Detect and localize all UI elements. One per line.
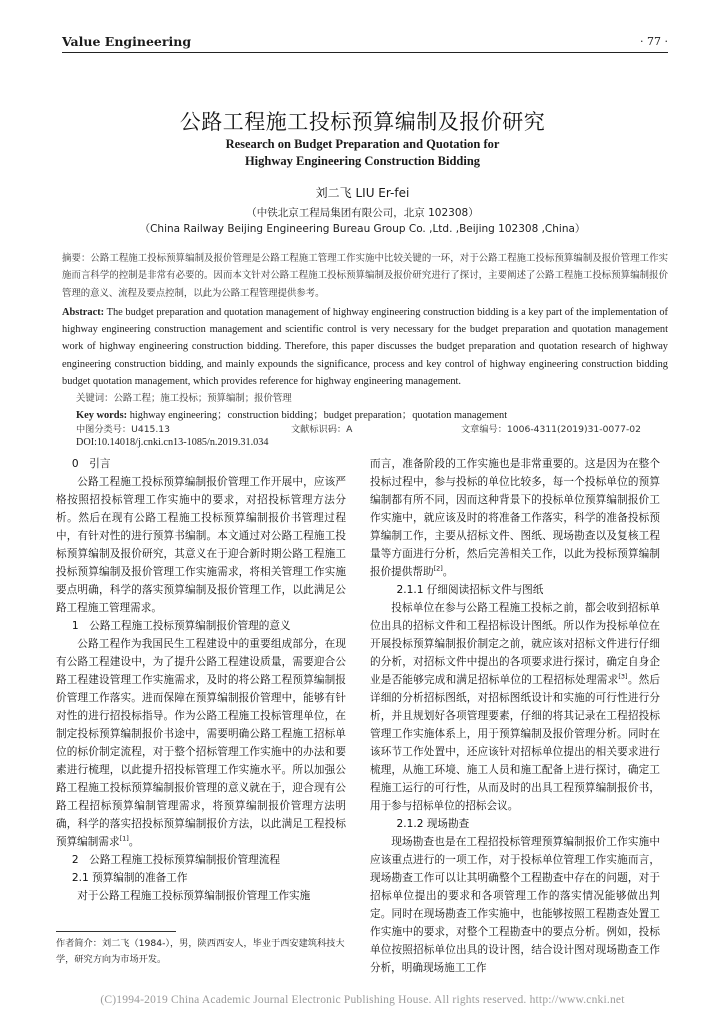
paragraph-tender-documents-end: 。然后详细的分析招标图纸，对招标图纸设计和实施的可行性进行分析，并且规划好各项管理要素，仔细的将其记录在工程招投标管理工作实施体系上，用于预算编制及报价管理分析。同时在该环节工作处置中，还应该针对招标单位提出的相关要求进行梳理，从施工环境、施工人员和施工配备上进行探讨，确定工程施工运行的可行性，从而及时的出具工程预算编制报价书，用于参与招标单位的招标会议。 bbox=[370, 674, 661, 812]
paragraph-tender-documents bbox=[370, 599, 660, 815]
abstract-en-label: Abstract: bbox=[62, 307, 105, 318]
article-title-en bbox=[0, 136, 725, 170]
doi: DOI:10.14018/j.cnki.cn13-1085/n.2019.31.034 bbox=[76, 437, 269, 448]
article-title-en-line2: Highway Engineering Construction Bidding bbox=[244, 154, 481, 168]
body-column-right bbox=[370, 455, 660, 977]
abstract-cn-text: 公路工程施工投标预算编制及报价管理是公路工程施工管理工作实施中比较关键的一环，对于公路工程施工投标预算编制及报价管理工作实施而言科学的控制是非常有必要的。因而本文针对公路工程施工投标预算编制及报价研究进行了探讨，主要阐述了公路工程施工投标预算编制报价管理的意义、流程及要点控制，以此为公路工程管理提供参考。 bbox=[62, 253, 668, 299]
abstract-en-text: The budget preparation and quotation management of highway engineering construction bidding is a key part of the implementation of highway engineering construction management and scientific control is very necessary for the budget preparation and quotation management work of highway engineering construction bidding. Therefore, this paper discusses the budget preparation and quotation research of highway engineering construction bidding, and mainly expounds the significance, process and key control of highway engineering construction bidding budget quotation management, which provides reference for highway engineering management. bbox=[62, 307, 668, 387]
keywords-en bbox=[76, 406, 507, 421]
affiliation-en: （China Railway Beijing Engineering Bureau Group Co. ,Ltd. ,Beijing 102308 ,China） bbox=[139, 223, 586, 235]
paragraph-site-survey: 现场勘查也是在工程招投标管理预算编制报价工作实施中应该重点进行的一项工作，对于投标单位管理工作实施而言，现场勘查工作可以让其明确整个工程勘查中存在的问题，对于招标单位提出的要求和各项管理工作的落实情况能够做出判定。同时在现场勘查工作实施中，也能够按照工程勘查处置工作实施中的要求，对整个工程勘查中的要点分析。例如，投标单位按照招标单位出具的设计图，结合设计图对现场勘查工作分析，明确现场施工工作 bbox=[370, 836, 660, 974]
abstract-en bbox=[62, 304, 668, 390]
keywords-cn bbox=[76, 390, 292, 404]
running-header bbox=[62, 34, 668, 53]
keywords-en-label: Key words: bbox=[76, 410, 128, 421]
section-heading-1: 1 公路工程施工投标预算编制报价管理的意义 bbox=[71, 620, 291, 632]
body-column-left bbox=[56, 455, 346, 905]
citation-ref-2: [2] bbox=[433, 564, 443, 573]
paragraph-preparation-cont-text: 而言，准备阶段的工作实施也是非常重要的。这是因为在整个投标过程中，参与投标的单位比较多，每一个投标单位的预算编制都有所不同，因而这种背景下的投标单位预算编制报价工作实施中，就应该及时的将准备工作落实，科学的准备投标预算编制工作，主要从招标文件、图纸、现场勘查以及复核工程量等方面进行分析，然后完善相关工作，以此为投标预算编制报价提供帮助 bbox=[370, 458, 660, 578]
article-title-en-line1: Research on Budget Preparation and Quotation for bbox=[225, 137, 500, 151]
author-footnote bbox=[56, 936, 346, 968]
paragraph-significance-text: 公路工程作为我国民生工程建设中的重要组成部分，在现有公路工程建设中，为了提升公路工程建设质量，需要迎合公路工程建设管理工作实施需求，及时的将公路工程预算编制报价管理工作落实。进而保障在预算编制报价管理中，能够有针对性的进行招投标指导。作为公路工程施工投标管理单位，在制定投标预算编制报价书途中，需要明确公路工程施工招标单位的标价制定流程，对于整个招标管理工作实施中的办法和要素进行梳理，以此提升招投标管理工作实施水平。所以加强公路工程施工投标预算编制报价管理的意义就在于，迎合现有公路工程招标预算编制管理需求，将预算编制报价管理方法明确，科学的落实招投标预算编制报价方法，以此满足工程投标预算编制需求 bbox=[56, 638, 346, 848]
article-title-cn: 公路工程施工投标预算编制及报价研究 bbox=[179, 110, 546, 134]
paragraph-preparation-cont-end: 。 bbox=[442, 566, 454, 578]
paragraph-significance-end: 。 bbox=[128, 836, 140, 848]
section-heading-2-1: 2.1 预算编制的准备工作 bbox=[71, 872, 188, 884]
paragraph-preparation-start: 对于公路工程施工投标预算编制报价管理工作实施 bbox=[77, 890, 311, 902]
section-heading-2-1-1: 2.1.1 仔细阅读招标文件与图纸 bbox=[396, 584, 544, 596]
citation-ref-3: [3] bbox=[618, 672, 628, 681]
section-heading-2: 2 公路工程施工投标预算编制报价管理流程 bbox=[71, 854, 280, 866]
article-number: 文章编号：1006-4311(2019)31-0077-02 bbox=[461, 424, 641, 435]
keywords-en-text: highway engineering；construction bidding；budget preparation；quotation management bbox=[127, 410, 508, 421]
document-code: 文献标识码：A bbox=[291, 424, 353, 435]
page-number: · 77 · bbox=[640, 35, 668, 48]
keywords-cn-label: 关键词： bbox=[76, 393, 114, 404]
keywords-cn-text: 公路工程；施工投标；预算编制；报价管理 bbox=[113, 393, 292, 404]
classification-row bbox=[76, 421, 668, 437]
footnote-divider bbox=[56, 931, 176, 932]
paragraph-intro: 公路工程施工投标预算编制报价管理工作开展中，应该严格按照招投标管理工作实施中的要求，对招投标管理方法分析。然后在现有公路工程施工投标预算编制报价书管理过程中，有针对性的进行预算书编制。本文通过对公路工程施工投标预算编制及报价研究，其意义在于迎合新时期公路工程施工投标预算编制及报价管理工作实施需求，将相关管理工作实施要点明确，科学的落实预算编制及报价管理工作，以此满足公路工程施工管理需求。 bbox=[56, 476, 346, 614]
abstract-cn-label: 摘要： bbox=[62, 253, 91, 264]
author-name: 刘二飞 LIU Er-fei bbox=[315, 186, 410, 200]
journal-name: Value Engineering bbox=[62, 34, 192, 49]
footnote-text: 刘二飞（1984-），男，陕西西安人，毕业于西安建筑科技大学，研究方向为市场开发。 bbox=[56, 938, 345, 965]
copyright-footer: (C)1994-2019 China Academic Journal Electronic Publishing House. All rights reserved. http://www.cnki.net bbox=[100, 994, 625, 1006]
footnote-label: 作者简介： bbox=[56, 938, 102, 949]
abstract-cn bbox=[62, 250, 668, 302]
affiliation-cn: （中铁北京工程局集团有限公司，北京 102308） bbox=[246, 207, 479, 219]
citation-ref-1: [1] bbox=[119, 834, 129, 843]
affiliation bbox=[0, 205, 725, 237]
paragraph-preparation-cont bbox=[370, 455, 660, 581]
paragraph-tender-documents-text: 投标单位在参与公路工程施工投标之前，都会收到招标单位出具的招标文件和工程招标设计图纸。所以作为投标单位在开展投标预算编制报价制定之前，就应该对招标文件进行仔细的分析，对招标文件中提出的各项要求进行探讨，确定自身企业是否能够完成和满足招标单位的工程招标处理需求 bbox=[370, 602, 660, 686]
section-heading-intro: 0 引言 bbox=[71, 458, 111, 470]
section-heading-2-1-2: 2.1.2 现场勘查 bbox=[396, 818, 470, 830]
paragraph-significance bbox=[56, 635, 346, 851]
clc-number: 中图分类号：U415.13 bbox=[76, 424, 170, 435]
